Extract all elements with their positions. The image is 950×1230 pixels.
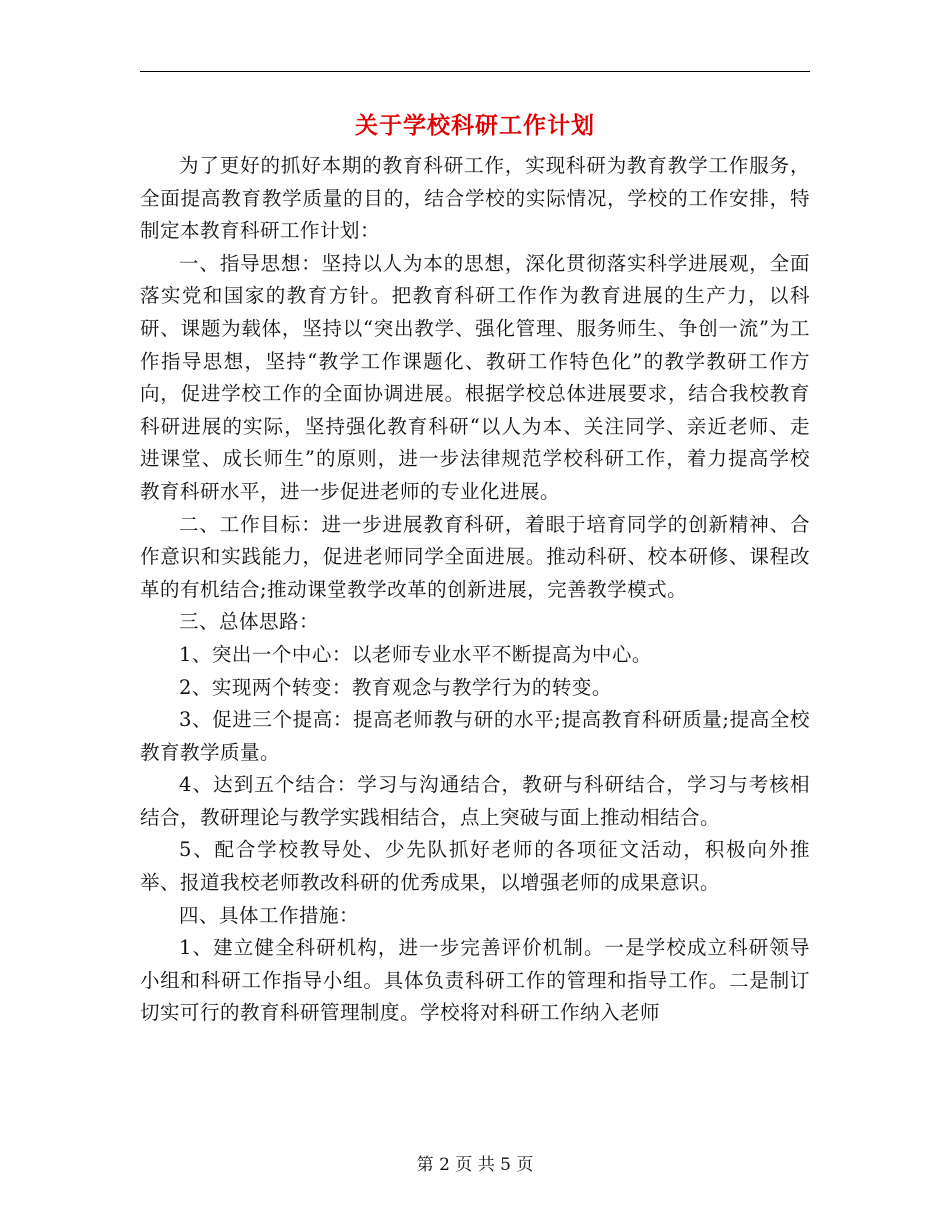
approach-item-1: 1、突出一个中心：以老师专业水平不断提高为中心。 xyxy=(179,642,652,666)
guiding-thought-paragraph: 一、指导思想：坚持以人为本的思想，深化贯彻落实科学进展观，全面落实党和国家的教育方针。把教育科研工作作为教育进展的生产力，以科研、课题为载体，坚持以“突出教学、强化管理、服务师生、争创一流”为工作指导思想，坚持“教学工作课题化、教研工作特色化”的教学教研工作方向，促进学校工作的全面协调进展。根据学校总体进展要求，结合我校教育科研进展的实际，坚持强化教育科研“以人为本、关注同学、亲近老师、走进课堂、成长师生”的原则，进一步法律规范学校科研工作，着力提高学校教育科研水平，进一步促进老师的专业化进展。 xyxy=(140,251,810,503)
overall-approach-heading: 三、总体思路： xyxy=(179,610,320,634)
measure-item-1: 1、建立健全科研机构，进一步完善评价机制。一是学校成立科研领导小组和科研工作指导小组。具体负责科研工作的管理和指导工作。二是制订切实可行的教育科研管理制度。学校将对科研工作纳入老师 xyxy=(140,936,810,1025)
measures-heading: 四、具体工作措施： xyxy=(179,903,360,927)
document-title: 关于学校科研工作计划 xyxy=(355,112,595,139)
approach-item-4: 4、达到五个结合：学习与沟通结合，教研与科研结合，学习与考核相结合，教研理论与教学实践相结合，点上突破与面上推动相结合。 xyxy=(140,773,810,829)
work-goal-paragraph: 二、工作目标：进一步进展教育科研，着眼于培育同学的创新精神、合作意识和实践能力，促进老师同学全面进展。推动科研、校本研修、课程改革的有机结合;推动课堂教学改革的创新进展，完善教学模式。 xyxy=(140,512,810,601)
intro-paragraph: 为了更好的抓好本期的教育科研工作，实现科研为教育教学工作服务，全面提高教育教学质量的目的，结合学校的实际情况，学校的工作安排，特制定本教育科研工作计划： xyxy=(140,154,810,243)
approach-item-5: 5、配合学校教导处、少先队抓好老师的各项征文活动，积极向外推举、报道我校老师教改科研的优秀成果，以增强老师的成果意识。 xyxy=(140,838,810,895)
approach-item-3: 3、促进三个提高：提高老师教与研的水平;提高教育科研质量;提高全校教育教学质量。 xyxy=(140,708,810,764)
page-number: 第 2 页 共 5 页 xyxy=(416,1155,534,1175)
header-rule xyxy=(140,71,810,72)
document-body xyxy=(140,150,810,1030)
approach-item-2: 2、实现两个转变：教育观念与教学行为的转变。 xyxy=(179,675,612,699)
